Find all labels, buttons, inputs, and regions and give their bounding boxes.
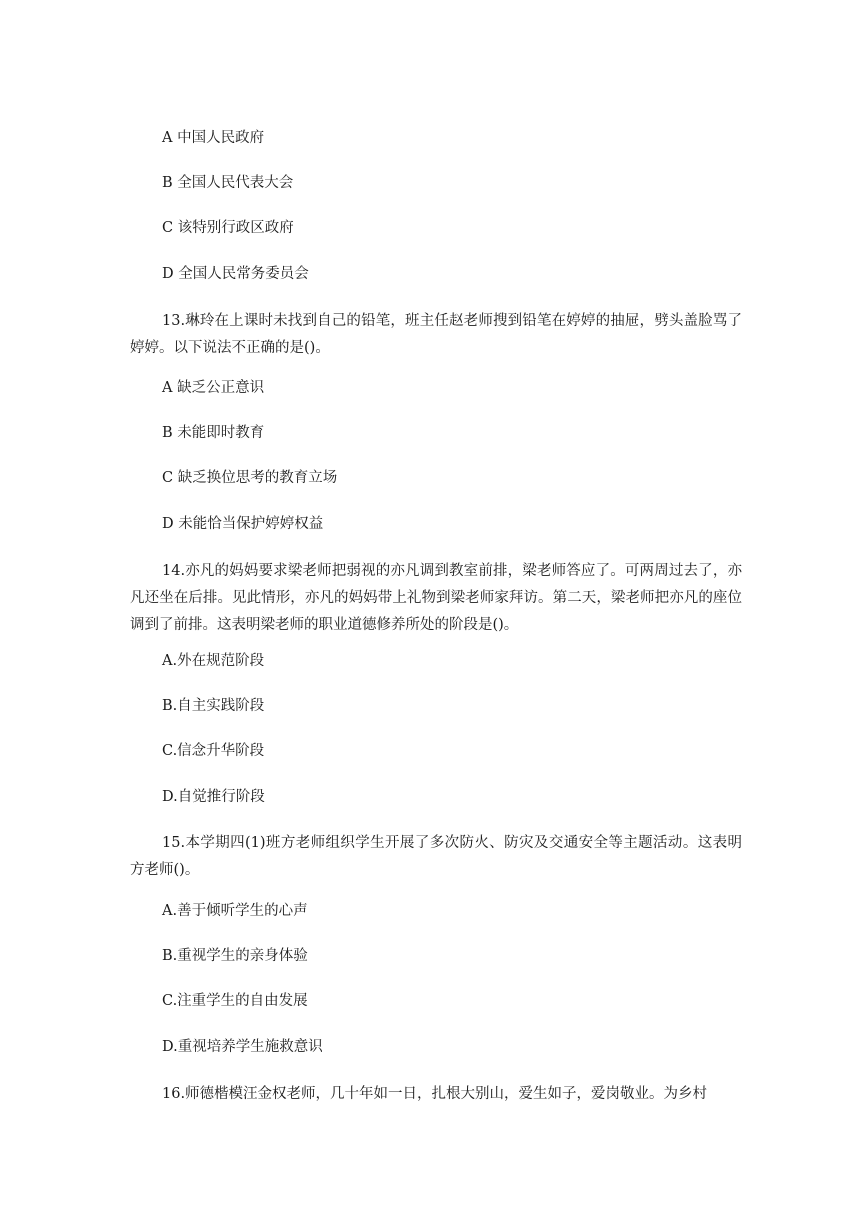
q14-stem: 14.亦凡的妈妈要求梁老师把弱视的亦凡调到教室前排，梁老师答应了。可两周过去了，亦凡还坐在后排。见此情形，亦凡的妈妈带上礼物到梁老师家拜访。第二天，梁老师把亦凡的座位调到了前排。这表明梁老师的职业道德修养所处的阶段是()。 [130,563,742,633]
q15-option-c: C.注重学生的自由发展 [162,993,308,1009]
q14-option-d: D.自觉推行阶段 [162,789,265,805]
q14-option-b: B.自主实践阶段 [162,698,265,714]
q12-option-b: B 全国人民代表大会 [162,175,294,191]
q13-stem: 13.琳玲在上课时未找到自己的铅笔，班主任赵老师搜到铅笔在婷婷的抽屉，劈头盖脸骂了婷婷。以下说法不正确的是()。 [130,313,742,356]
q15-stem: 15.本学期四(1)班方老师组织学生开展了多次防火、防灾及交通安全等主题活动。这表明方老师()。 [130,835,742,878]
q15-option-b: B.重视学生的亲身体验 [162,948,308,964]
q12-option-a: A 中国人民政府 [162,130,265,146]
q13-option-c: C 缺乏换位思考的教育立场 [162,470,338,486]
q14-option-a: A.外在规范阶段 [162,653,265,669]
q16-stem: 16.师德楷模汪金权老师，几十年如一日，扎根大别山，爱生如子，爱岗敬业。为乡村 [162,1086,708,1102]
q13-option-a: A 缺乏公正意识 [162,380,265,396]
q12-option-d: D 全国人民常务委员会 [162,266,309,282]
q13-option-b: B 未能即时教育 [162,425,265,441]
q15-option-a: A.善于倾听学生的心声 [162,903,308,919]
q14-option-c: C.信念升华阶段 [162,743,265,759]
q13-option-d: D 未能恰当保护婷婷权益 [162,516,324,532]
q15-option-d: D.重视培养学生施救意识 [162,1039,323,1055]
q12-option-c: C 该特别行政区政府 [162,220,294,236]
